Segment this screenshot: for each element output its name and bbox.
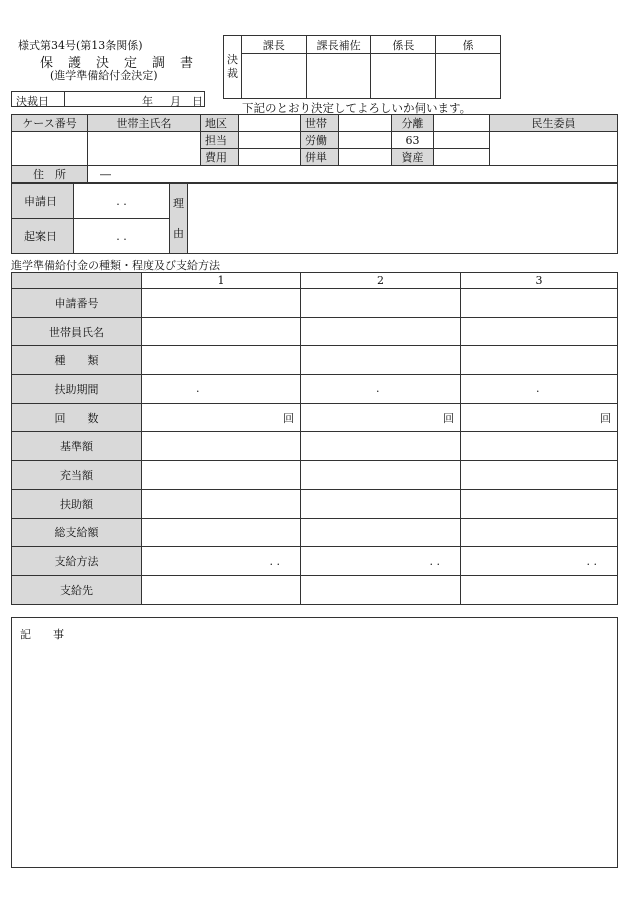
household-field[interactable] xyxy=(339,115,392,132)
grid-col-header: 2 xyxy=(301,273,461,289)
case-number-field[interactable] xyxy=(12,132,88,166)
approval-side-label-2: 裁 xyxy=(226,67,238,80)
decision-date-box[interactable] xyxy=(11,91,205,107)
labor-label: 労働 xyxy=(301,132,339,149)
grid-row-label: 総支給額 xyxy=(12,518,142,547)
reason-field[interactable] xyxy=(188,184,618,254)
approval-col-section-chief: 課長 xyxy=(241,36,306,54)
grid-row xyxy=(12,375,618,404)
grid-col-header: 1 xyxy=(142,273,301,289)
grid-cell[interactable] xyxy=(301,518,461,547)
grid-cell[interactable] xyxy=(461,489,618,518)
grid-cell[interactable] xyxy=(301,289,461,318)
reason-label xyxy=(170,184,188,254)
grid-cell[interactable]: . . xyxy=(142,547,301,576)
separation-code: 63 xyxy=(392,132,434,149)
grid-row xyxy=(12,317,618,346)
grid-cell[interactable] xyxy=(301,317,461,346)
grid-cell[interactable] xyxy=(142,489,301,518)
grid-cell[interactable] xyxy=(301,461,461,490)
decision-date-label: 決裁日 xyxy=(16,95,49,108)
grid-row xyxy=(12,403,618,432)
district-field[interactable] xyxy=(239,115,301,132)
grid-row-label: 充当額 xyxy=(12,461,142,490)
grid-row xyxy=(12,346,618,375)
in-charge-label: 担当 xyxy=(201,132,239,149)
grid-cell[interactable]: 回 xyxy=(142,403,301,432)
grid-cell[interactable] xyxy=(461,289,618,318)
decision-month-label: 月 xyxy=(170,95,181,108)
expense-field[interactable] xyxy=(239,149,301,166)
grid-cell[interactable] xyxy=(461,575,618,604)
grid-col-header: 3 xyxy=(461,273,618,289)
combined-field[interactable] xyxy=(339,149,392,166)
approval-request-text: 下記のとおり決定してよろしいか伺います。 xyxy=(242,101,472,115)
grid-corner xyxy=(12,273,142,289)
head-name-field[interactable] xyxy=(88,132,201,166)
grid-row-label: 回 数 xyxy=(12,403,142,432)
separation-label: 分離 xyxy=(392,115,434,132)
grid-cell[interactable] xyxy=(142,518,301,547)
stamp-slot[interactable] xyxy=(241,54,306,99)
reason-label-2: 由 xyxy=(173,226,184,240)
dates-reason-table xyxy=(11,183,618,254)
grid-cell[interactable] xyxy=(142,317,301,346)
case-number-header: ケース番号 xyxy=(12,115,88,132)
grid-cell[interactable] xyxy=(301,575,461,604)
head-name-header: 世帯主氏名 xyxy=(88,115,201,132)
grid-row xyxy=(12,432,618,461)
grid-row-label: 基準額 xyxy=(12,432,142,461)
grid-cell[interactable] xyxy=(461,432,618,461)
expense-label: 費用 xyxy=(201,149,239,166)
grid-row-label: 扶助額 xyxy=(12,489,142,518)
grid-cell[interactable] xyxy=(142,432,301,461)
approval-side-label xyxy=(224,36,242,99)
address-label: 住 所 xyxy=(12,166,88,183)
postal-dash: ― xyxy=(100,167,111,181)
grid-cell[interactable] xyxy=(301,489,461,518)
draft-date-label: 起案日 xyxy=(12,219,74,254)
grid-row-label: 支給先 xyxy=(12,575,142,604)
assets-label: 資産 xyxy=(392,149,434,166)
district-label: 地区 xyxy=(201,115,239,132)
grid-cell[interactable]: . . xyxy=(301,547,461,576)
grid-row xyxy=(12,518,618,547)
benefit-grid xyxy=(11,272,618,605)
grid-row xyxy=(12,575,618,604)
grid-row xyxy=(12,461,618,490)
approval-col-subsection-chief: 係長 xyxy=(371,36,436,54)
grid-row-label: 申請番号 xyxy=(12,289,142,318)
decision-year-label: 年 xyxy=(142,95,153,108)
household-label: 世帯 xyxy=(301,115,339,132)
apply-date-label: 申請日 xyxy=(12,184,74,219)
grid-cell[interactable] xyxy=(142,575,301,604)
grid-cell[interactable]: . xyxy=(301,375,461,404)
grid-row xyxy=(12,289,618,318)
grid-cell[interactable] xyxy=(461,461,618,490)
stamp-slot[interactable] xyxy=(436,54,501,99)
welfare-commissioner-field[interactable] xyxy=(490,132,618,166)
grid-row-label: 世帯員氏名 xyxy=(12,317,142,346)
form-title: 保 護 決 定 調 書 xyxy=(40,56,195,71)
notes-box[interactable] xyxy=(11,617,618,868)
grid-cell[interactable] xyxy=(142,346,301,375)
separation-field[interactable] xyxy=(434,115,490,132)
address-field[interactable] xyxy=(88,166,618,183)
grid-cell[interactable] xyxy=(461,518,618,547)
apply-date-field[interactable]: . . xyxy=(74,184,170,219)
combined-label: 併単 xyxy=(301,149,339,166)
reason-label-1: 理 xyxy=(173,196,184,210)
in-charge-field[interactable] xyxy=(239,132,301,149)
labor-field[interactable] xyxy=(339,132,392,149)
approval-side-label-1: 決 xyxy=(226,53,238,66)
grid-cell[interactable] xyxy=(142,461,301,490)
grid-cell[interactable]: 回 xyxy=(301,403,461,432)
grid-row-label: 支給方法 xyxy=(12,547,142,576)
grid-row-label: 扶助期間 xyxy=(12,375,142,404)
grid-row-label: 種 類 xyxy=(12,346,142,375)
notes-label: 記 事 xyxy=(20,628,64,641)
grid-cell[interactable]: . xyxy=(142,375,301,404)
section-title: 進学準備給付金の種類・程度及び支給方法 xyxy=(11,259,220,272)
separation-value-field[interactable] xyxy=(434,132,490,149)
grid-row xyxy=(12,489,618,518)
grid-cell[interactable] xyxy=(301,346,461,375)
assets-field[interactable] xyxy=(434,149,490,166)
form-subtitle: (進学準備給付金決定) xyxy=(50,69,158,82)
stamp-slot[interactable] xyxy=(371,54,436,99)
approval-box xyxy=(223,35,501,99)
case-info-table xyxy=(11,114,618,183)
stamp-slot[interactable] xyxy=(306,54,371,99)
decision-day-label: 日 xyxy=(192,95,203,108)
draft-date-field[interactable]: . . xyxy=(74,219,170,254)
grid-cell[interactable] xyxy=(461,317,618,346)
grid-cell[interactable]: . xyxy=(461,375,618,404)
grid-row xyxy=(12,547,618,576)
approval-col-deputy-chief: 課長補佐 xyxy=(306,36,371,54)
grid-cell[interactable]: . . xyxy=(461,547,618,576)
grid-cell[interactable] xyxy=(142,289,301,318)
grid-cell[interactable]: 回 xyxy=(461,403,618,432)
form-number: 様式第34号(第13条関係) xyxy=(18,39,143,52)
grid-cell[interactable] xyxy=(301,432,461,461)
grid-cell[interactable] xyxy=(461,346,618,375)
welfare-commissioner-header: 民生委員 xyxy=(490,115,618,132)
approval-col-staff: 係 xyxy=(436,36,501,54)
